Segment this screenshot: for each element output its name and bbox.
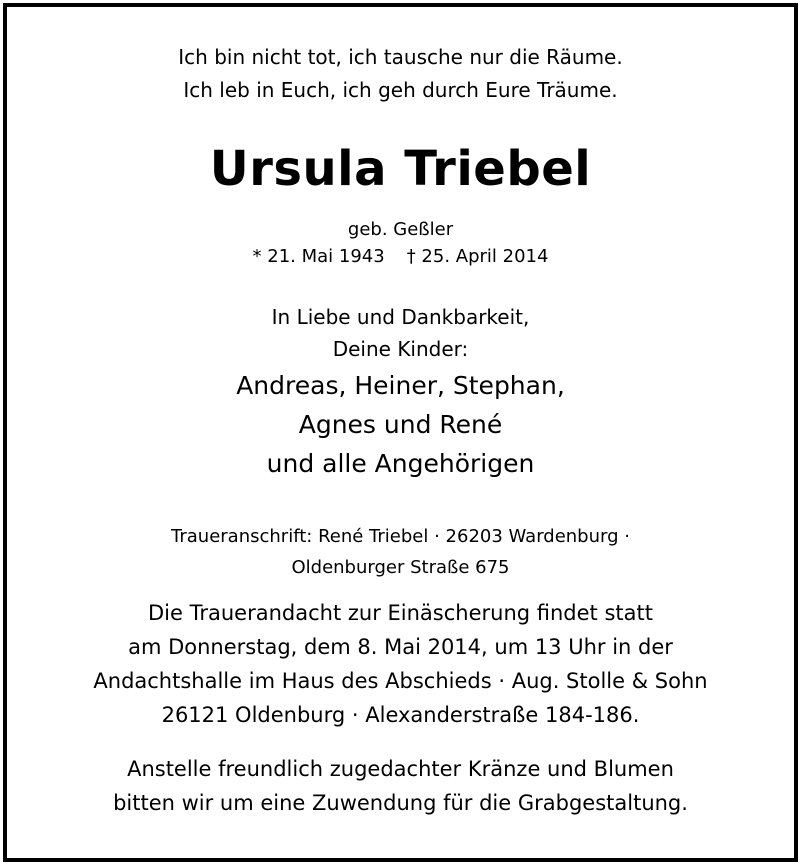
obituary-content (7, 7, 794, 858)
mourners-intro-1: In Liebe und Dankbarkeit, (271, 305, 530, 329)
death-date: † 25. April 2014 (406, 246, 549, 267)
address-line-1: Traueranschrift: René Triebel · 26203 Wardenburg · (171, 526, 630, 547)
ceremony-line-4: 26121 Oldenburg · Alexanderstraße 184-186. (161, 703, 640, 727)
motto-line-2: Ich leb in Euch, ich geh durch Eure Träume. (183, 78, 618, 102)
ceremony-line-1: Die Trauerandacht zur Einäscherung findet statt (148, 601, 653, 625)
mourners-intro-2: Deine Kinder: (332, 337, 469, 361)
motto-line-1: Ich bin nicht tot, ich tausche nur die Räume. (178, 45, 623, 69)
request-line-1: Anstelle freundlich zugedachter Kränze und Blumen (127, 757, 674, 781)
mourners-names-3: und alle Angehörigen (266, 449, 535, 478)
birth-date: * 21. Mai 1943 (252, 246, 385, 267)
mourners-names-2: Agnes und René (298, 410, 503, 439)
life-dates (7, 246, 794, 267)
address-line-2: Oldenburger Straße 675 (291, 557, 510, 578)
request-line-2: bitten wir um eine Zuwendung für die Grabgestaltung. (113, 791, 688, 815)
ceremony-line-3: Andachtshalle im Haus des Abschieds · Aug. Stolle & Sohn (93, 669, 708, 693)
birth-name: geb. Geßler (347, 219, 454, 240)
mourners-names-1: Andreas, Heiner, Stephan, (236, 371, 565, 400)
ceremony-line-2: am Donnerstag, dem 8. Mai 2014, um 13 Uhr in der (128, 635, 673, 659)
deceased-name: Ursula Triebel (209, 141, 592, 197)
obituary-frame (3, 3, 798, 862)
